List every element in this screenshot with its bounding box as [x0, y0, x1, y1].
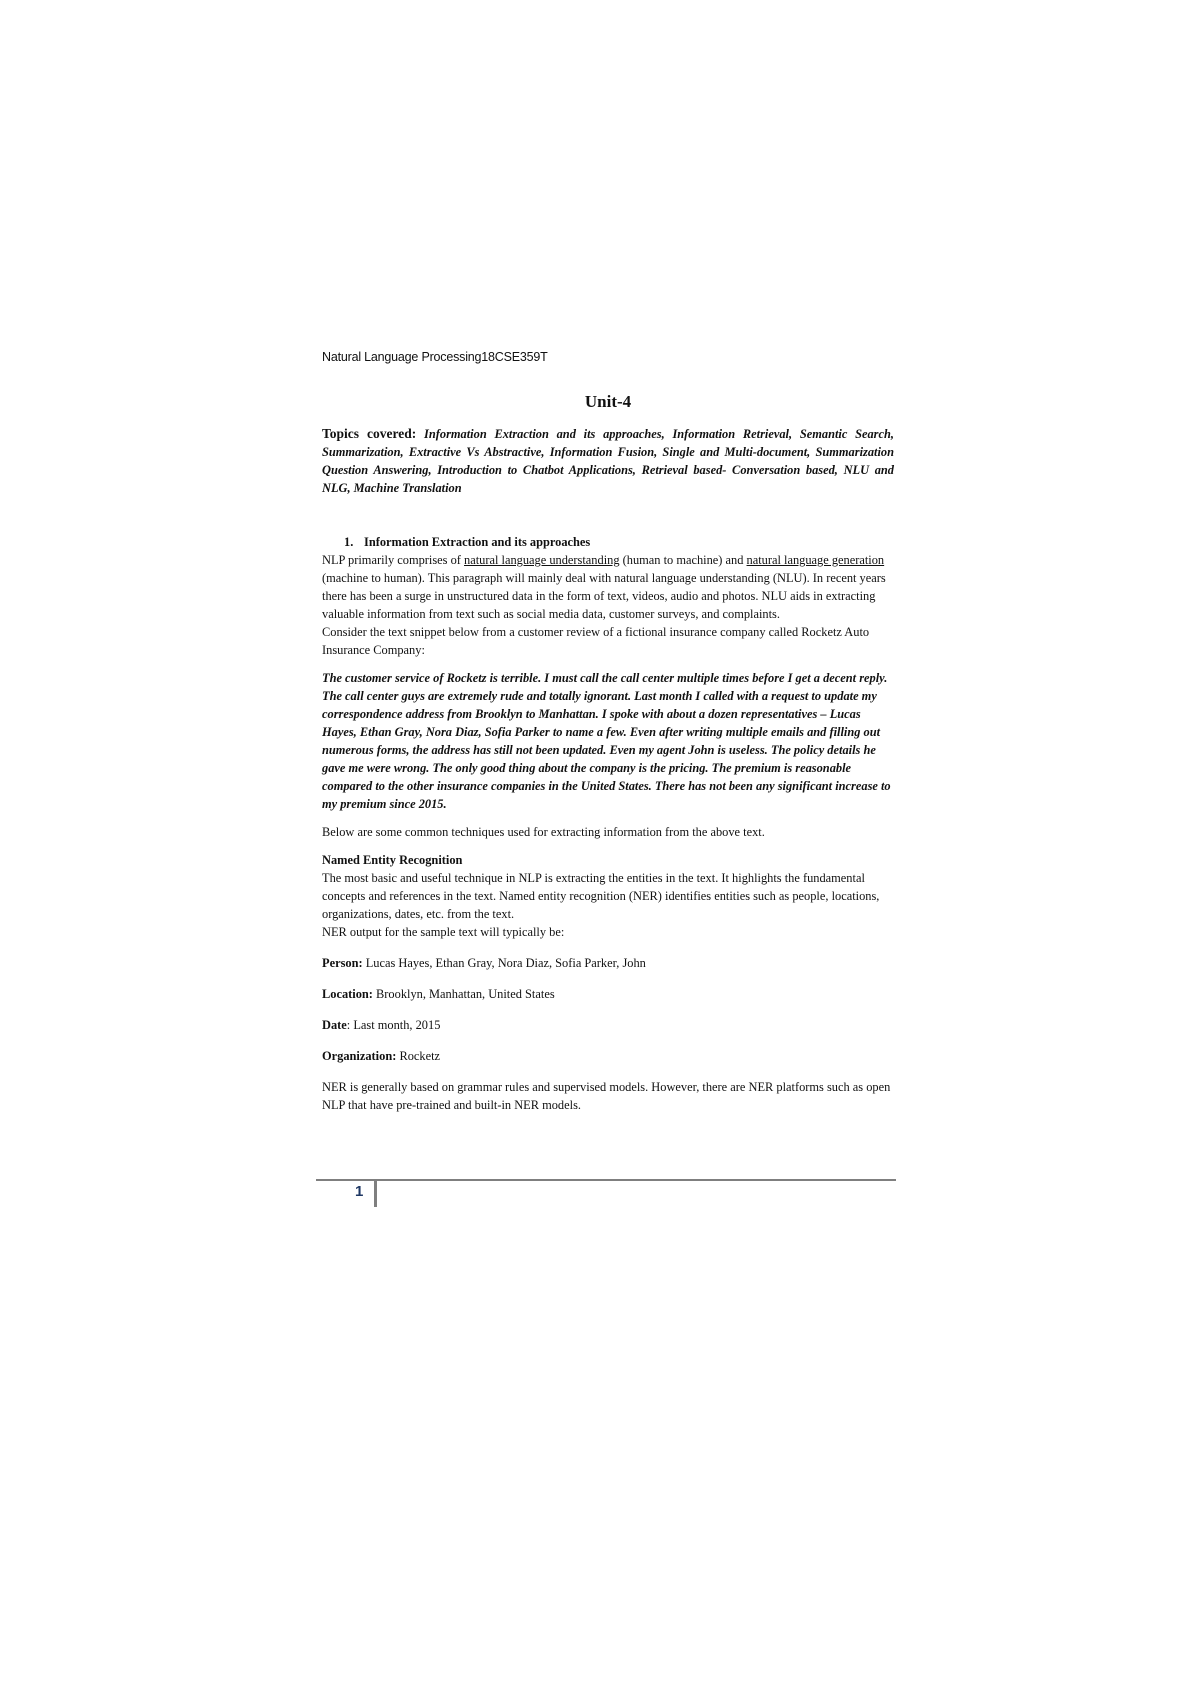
intro-paragraph [322, 551, 894, 623]
ner-entry-value: Rocketz [396, 1049, 441, 1063]
ner-entry-value: Lucas Hayes, Ethan Gray, Nora Diaz, Sofia Parker, John [362, 956, 646, 970]
intro-text-middle: (human to machine) and [619, 553, 747, 567]
section-title: Information Extraction and its approaches [364, 535, 591, 549]
ner-entry-value: : Last month, 2015 [346, 1018, 441, 1032]
footer-rule [316, 1179, 896, 1181]
intro-text-end: (machine to human). This paragraph will mainly deal with natural language understanding (NLU). In recent years there has been a surge in unstructured data in the form of text, videos, audio and photos. NLU aids in extracting valuable information from text such as social media data, customer surveys, and complaints. [322, 571, 886, 621]
ner-entry-date [322, 1016, 894, 1034]
section-heading [322, 533, 894, 551]
running-header: Natural Language Processing18CSE359T [322, 350, 548, 364]
ner-entry-label: Location: [322, 987, 373, 1001]
unit-title: Unit-4 [584, 392, 632, 411]
footer-divider [374, 1181, 377, 1207]
page-number: 1 [355, 1183, 364, 1200]
page-content [322, 425, 894, 1114]
snippet-intro: Consider the text snippet below from a customer review of a fictional insurance company called Rocketz Auto Insurance Company: [322, 625, 870, 657]
intro-text-start: NLP primarily comprises of [322, 553, 465, 567]
ner-closing: NER is generally based on grammar rules and supervised models. However, there are NER platforms such as open NLP that have pre-trained and built-in NER models. [322, 1080, 891, 1112]
customer-review-quote: The customer service of Rocketz is terrible. I must call the call center multiple times before I get a decent reply. The call center guys are extremely rude and totally ignorant. Last month I called with a request to update my correspondence address from Brooklyn to Manhattan. I spoke with about a dozen representatives – Lucas Hayes, Ethan Gray, Nora Diaz, Sofia Parker to name a few. Even after writing multiple emails and filling out numerous forms, the address has still not been updated. Even my agent John is useless. The policy details he gave me were wrong. The only good thing about the company is the pricing. The premium is reasonable compared to the other insurance companies in the United States. There has not been any significant increase to my premium since 2015. [322, 671, 891, 811]
ner-entry-person [322, 954, 894, 972]
ner-entry-label: Date [322, 1018, 347, 1032]
ner-entry-label: Person: [322, 956, 363, 970]
topics-text: Information Extraction and its approaches, Information Retrieval, Semantic Search, Summarization, Extractive Vs Abstractive, Information Fusion, Single and Multi-document, Summarization Question Answering, Introduction to Chatbot Applications, Retrieval based- Conversation based, NLU and NLG, Machine Translation [322, 427, 894, 495]
ner-entry-organization [322, 1047, 894, 1065]
topics-label: Topics covered: [322, 426, 417, 441]
ner-entry-value: Brooklyn, Manhattan, United States [372, 987, 555, 1001]
ner-entry-location [322, 985, 894, 1003]
section-number: 1. [344, 535, 354, 549]
ner-output-intro: NER output for the sample text will typically be: [322, 925, 565, 939]
nlu-link[interactable]: natural language understanding [464, 553, 620, 567]
topics-covered [322, 425, 894, 497]
ner-entry-label: Organization: [322, 1049, 397, 1063]
nlg-link[interactable]: natural language generation [746, 553, 885, 567]
ner-description: The most basic and useful technique in NLP is extracting the entities in the text. It highlights the fundamental concepts and references in the text. Named entity recognition (NER) identifies entities such as people, locations, organizations, dates, etc. from the text. [322, 871, 880, 921]
ner-heading: Named Entity Recognition [322, 853, 463, 867]
techniques-intro: Below are some common techniques used for extracting information from the above text. [322, 825, 765, 839]
